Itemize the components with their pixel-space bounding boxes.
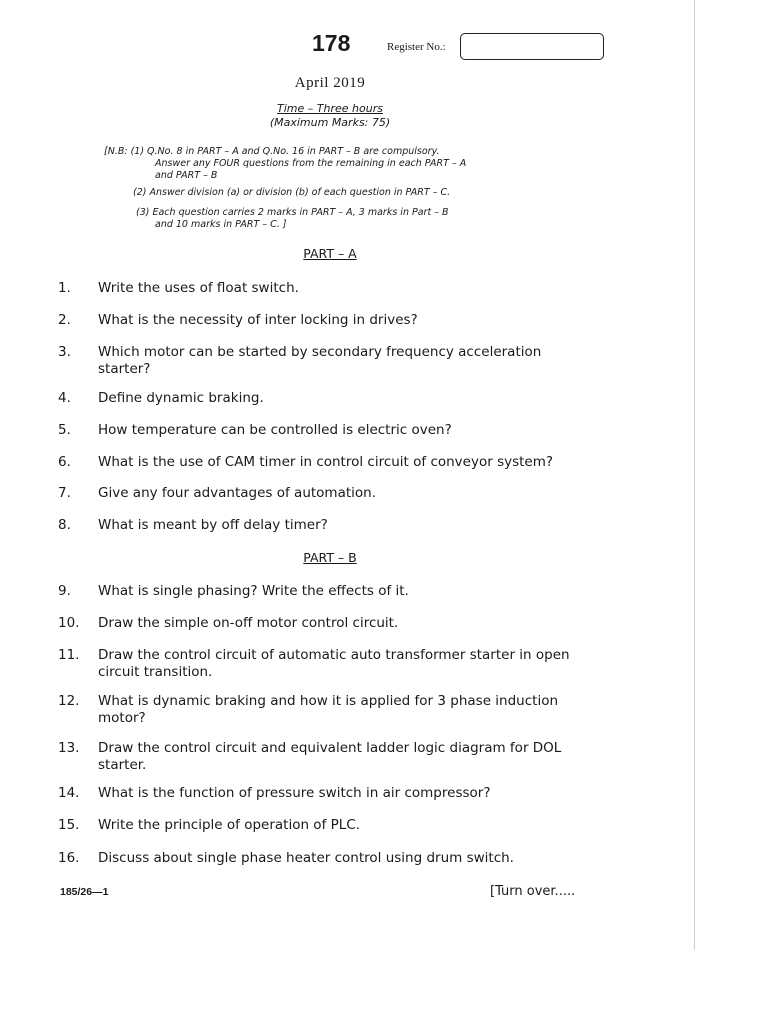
question-number: 15. [58, 817, 80, 833]
question-number: 2. [58, 312, 71, 328]
question-text: Write the uses of float switch. [98, 280, 299, 296]
question-text: Discuss about single phase heater control using drum switch. [98, 850, 514, 866]
page-edge-line [694, 0, 695, 950]
question-number: 4. [58, 390, 71, 406]
question-text: Write the principle of operation of PLC. [98, 817, 360, 833]
question-text: Which motor can be started by secondary frequency acceleration starter? [98, 344, 542, 377]
question-text: Draw the control circuit of automatic auto transformer starter in open circuit transition. [98, 647, 570, 680]
paper-code: 178 [312, 30, 351, 56]
question-number: 13. [58, 740, 80, 756]
question-text: What is the use of CAM timer in control circuit of conveyor system? [98, 454, 554, 470]
question-text: What is single phasing? Write the effects of it. [98, 583, 409, 599]
question-text: How temperature can be controlled is electric oven? [98, 422, 452, 438]
question-number: 10. [58, 615, 80, 631]
register-number-label: Register No.: [387, 41, 446, 53]
question-number: 9. [58, 583, 71, 599]
exam-duration: Time – Three hours [277, 102, 383, 115]
question-number: 7. [58, 485, 71, 501]
question-text: Define dynamic braking. [98, 390, 264, 406]
question-number: 12. [58, 693, 80, 709]
question-number: 8. [58, 517, 71, 533]
question-number: 11. [58, 647, 80, 663]
note-3-line-1: (3) Each question carries 2 marks in PART – A, 3 marks in Part – B [136, 207, 449, 218]
question-number: 14. [58, 785, 80, 801]
question-number: 16. [58, 850, 80, 866]
maximum-marks: (Maximum Marks: 75) [269, 116, 391, 129]
question-text: What is dynamic braking and how it is applied for 3 phase induction motor? [98, 693, 559, 726]
question-number: 3. [58, 344, 71, 360]
question-number: 6. [58, 454, 71, 470]
question-number: 5. [58, 422, 71, 438]
part-b-heading: PART – B [303, 550, 357, 565]
footer-paper-code: 185/26—1 [60, 886, 109, 898]
note-1-line-3: and PART – B [155, 170, 218, 181]
question-text: What is the necessity of inter locking in drives? [98, 312, 418, 328]
question-number: 1. [58, 280, 71, 296]
exam-date: April 2019 [294, 75, 366, 91]
question-text: What is meant by off delay timer? [98, 517, 328, 533]
question-text: Draw the simple on-off motor control circuit. [98, 615, 399, 631]
question-text: What is the function of pressure switch in air compressor? [98, 785, 491, 801]
note-1-line-1: [N.B: (1) Q.No. 8 in PART – A and Q.No. 16 in PART – B are compulsory. [104, 146, 440, 157]
question-text: Draw the control circuit and equivalent ladder logic diagram for DOL starter. [98, 740, 562, 773]
register-number-box [460, 33, 604, 60]
note-1-line-2: Answer any FOUR questions from the remaining in each PART – A [155, 158, 467, 169]
question-text: Give any four advantages of automation. [98, 485, 377, 501]
note-3-line-2: and 10 marks in PART – C. ] [155, 219, 287, 230]
part-a-heading: PART – A [303, 246, 357, 261]
note-2: (2) Answer division (a) or division (b) of each question in PART – C. [133, 187, 451, 198]
turn-over-note: [Turn over..... [490, 884, 576, 899]
